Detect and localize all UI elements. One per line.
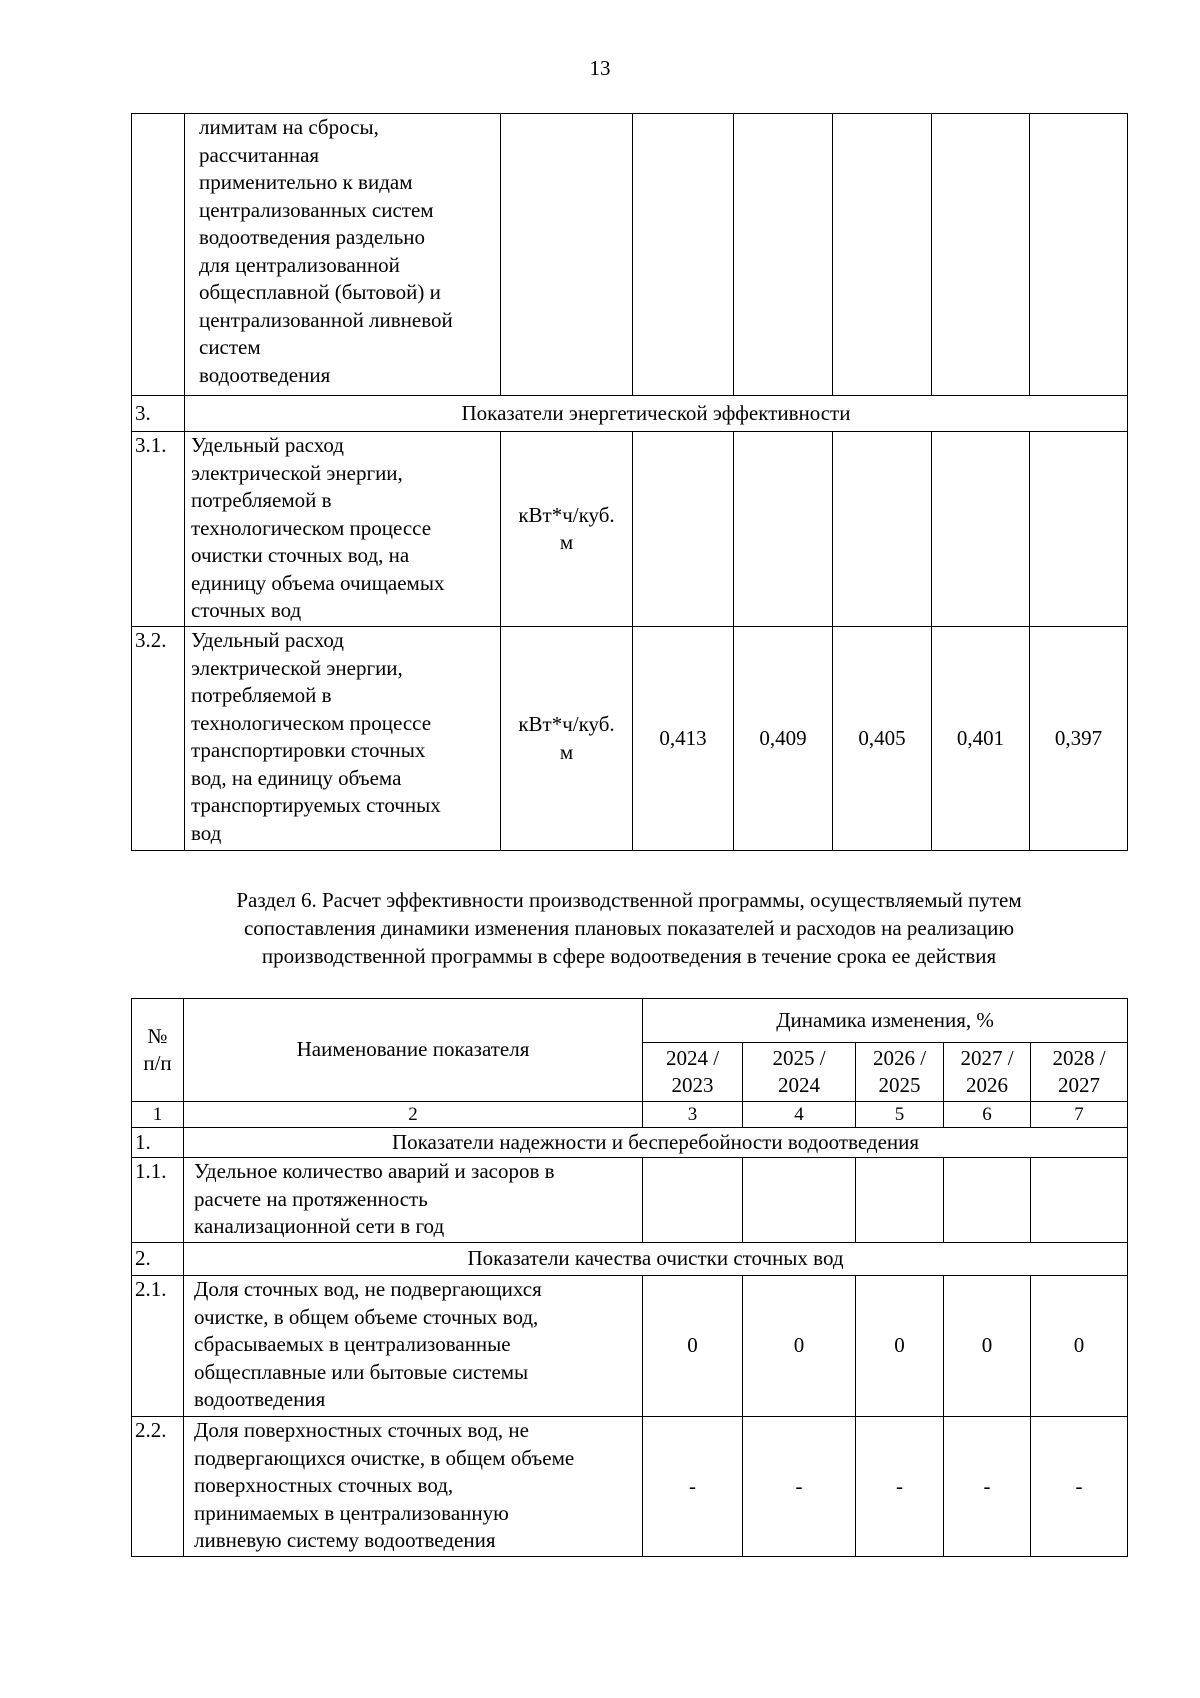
value-cell: - [743,1417,856,1557]
value-cell [856,1158,944,1243]
year-cell: 2028 / 2027 [1031,1043,1128,1102]
efficiency-table [131,998,1128,1557]
header-dynamics-cell: Динамика изменения, % [643,999,1128,1043]
page-number: 13 [589,56,611,80]
value-cell: 0,401 [932,627,1030,851]
indicator-name-cell: Удельное количество аварий и засоров в расчете на протяженность канализационной сети в год [184,1158,643,1243]
header-row [132,999,1128,1043]
column-number: 7 [1031,1102,1128,1128]
value-cell: 0 [944,1276,1031,1417]
value-cell: 0 [643,1276,743,1417]
indicator-name-cell: Доля сточных вод, не подвергающихся очистке, в общем объеме сточных вод, сбрасываемых в централизованные общесплавные или бытовые системы водоотведения [184,1276,643,1417]
indicator-name-cell: Доля поверхностных сточных вод, не подвергающихся очистке, в общем объеме поверхностных сточных вод, принимаемых в централизованную ливневую систему водоотведения [184,1417,643,1557]
section-row [132,396,1128,432]
value-cell [833,114,932,396]
column-number: 2 [184,1102,643,1128]
value-cell [734,114,833,396]
row-number: 2.2. [132,1417,184,1557]
section-row [132,1128,1128,1158]
table-row [132,1417,1128,1557]
value-cell [932,432,1030,627]
value-cell [633,432,734,627]
value-cell [833,432,932,627]
row-number: 1.1. [132,1158,184,1243]
indicators-table-continued [131,113,1128,851]
column-number: 1 [132,1102,184,1128]
value-cell [1030,114,1128,396]
table-row [132,1276,1128,1417]
section-title: Показатели надежности и бесперебойности водоотведения [184,1128,1128,1158]
column-number: 5 [856,1102,944,1128]
indicator-name-cell: Удельный расход электрической энергии, потребляемой в технологическом процессе очистки сточных вод, на единицу объема очищаемых сточных вод [185,432,501,627]
indicator-name-cell: Удельный расход электрической энергии, потребляемой в технологическом процессе транспортировки сточных вод, на единицу объема транспортируемых сточных вод [185,627,501,851]
value-cell [1030,432,1128,627]
column-number: 6 [944,1102,1031,1128]
value-cell: - [944,1417,1031,1557]
table-row [132,114,1128,396]
header-name-cell: Наименование показателя [184,999,643,1102]
unit-cell: кВт*ч/куб. м [501,432,633,627]
value-cell [643,1158,743,1243]
section-title: Показатели энергетической эффективности [185,396,1128,432]
year-cell: 2024 / 2023 [643,1043,743,1102]
section-row [132,1243,1128,1276]
value-cell: - [643,1417,743,1557]
value-cell: 0,413 [633,627,734,851]
table-row [132,432,1128,627]
unit-cell [501,114,633,396]
value-cell: 0 [743,1276,856,1417]
value-cell: - [856,1417,944,1557]
section-number: 3. [132,396,185,432]
value-cell: - [1031,1417,1128,1557]
section-number: 1. [132,1128,184,1158]
value-cell: 0,409 [734,627,833,851]
unit-cell: кВт*ч/куб. м [501,627,633,851]
value-cell: 0 [856,1276,944,1417]
column-number: 4 [743,1102,856,1128]
value-cell: 0,405 [833,627,932,851]
row-number-cell [132,114,185,396]
column-number: 3 [643,1102,743,1128]
year-cell: 2025 / 2024 [743,1043,856,1102]
value-cell [944,1158,1031,1243]
header-number-cell: № п/п [132,999,184,1102]
row-number: 3.1. [132,432,185,627]
value-cell [734,432,833,627]
row-number: 2.1. [132,1276,184,1417]
value-cell: 0,397 [1030,627,1128,851]
indicator-name-cell: лимитам на сбросы, рассчитанная применительно к видам централизованных систем водоотведения раздельно для централизованной общесплавной (бытовой) и централизованной ливневой систем водоотведения [185,114,501,396]
table-row [132,1158,1128,1243]
row-number: 3.2. [132,627,185,851]
year-cell: 2027 / 2026 [944,1043,1031,1102]
value-cell [1031,1158,1128,1243]
column-numbers-row [132,1102,1128,1128]
table-row [132,627,1128,851]
value-cell [932,114,1030,396]
value-cell: 0 [1031,1276,1128,1417]
value-cell [743,1158,856,1243]
value-cell [633,114,734,396]
section-heading: Раздел 6. Расчет эффективности производственной программы, осуществляемый путем сопоставления динамики изменения плановых показателей и расходов на реализацию производственной программы в сфере водоотведения в течение срока ее действия [236,888,1022,968]
year-cell: 2026 / 2025 [856,1043,944,1102]
section-number: 2. [132,1243,184,1276]
section-title: Показатели качества очистки сточных вод [184,1243,1128,1276]
